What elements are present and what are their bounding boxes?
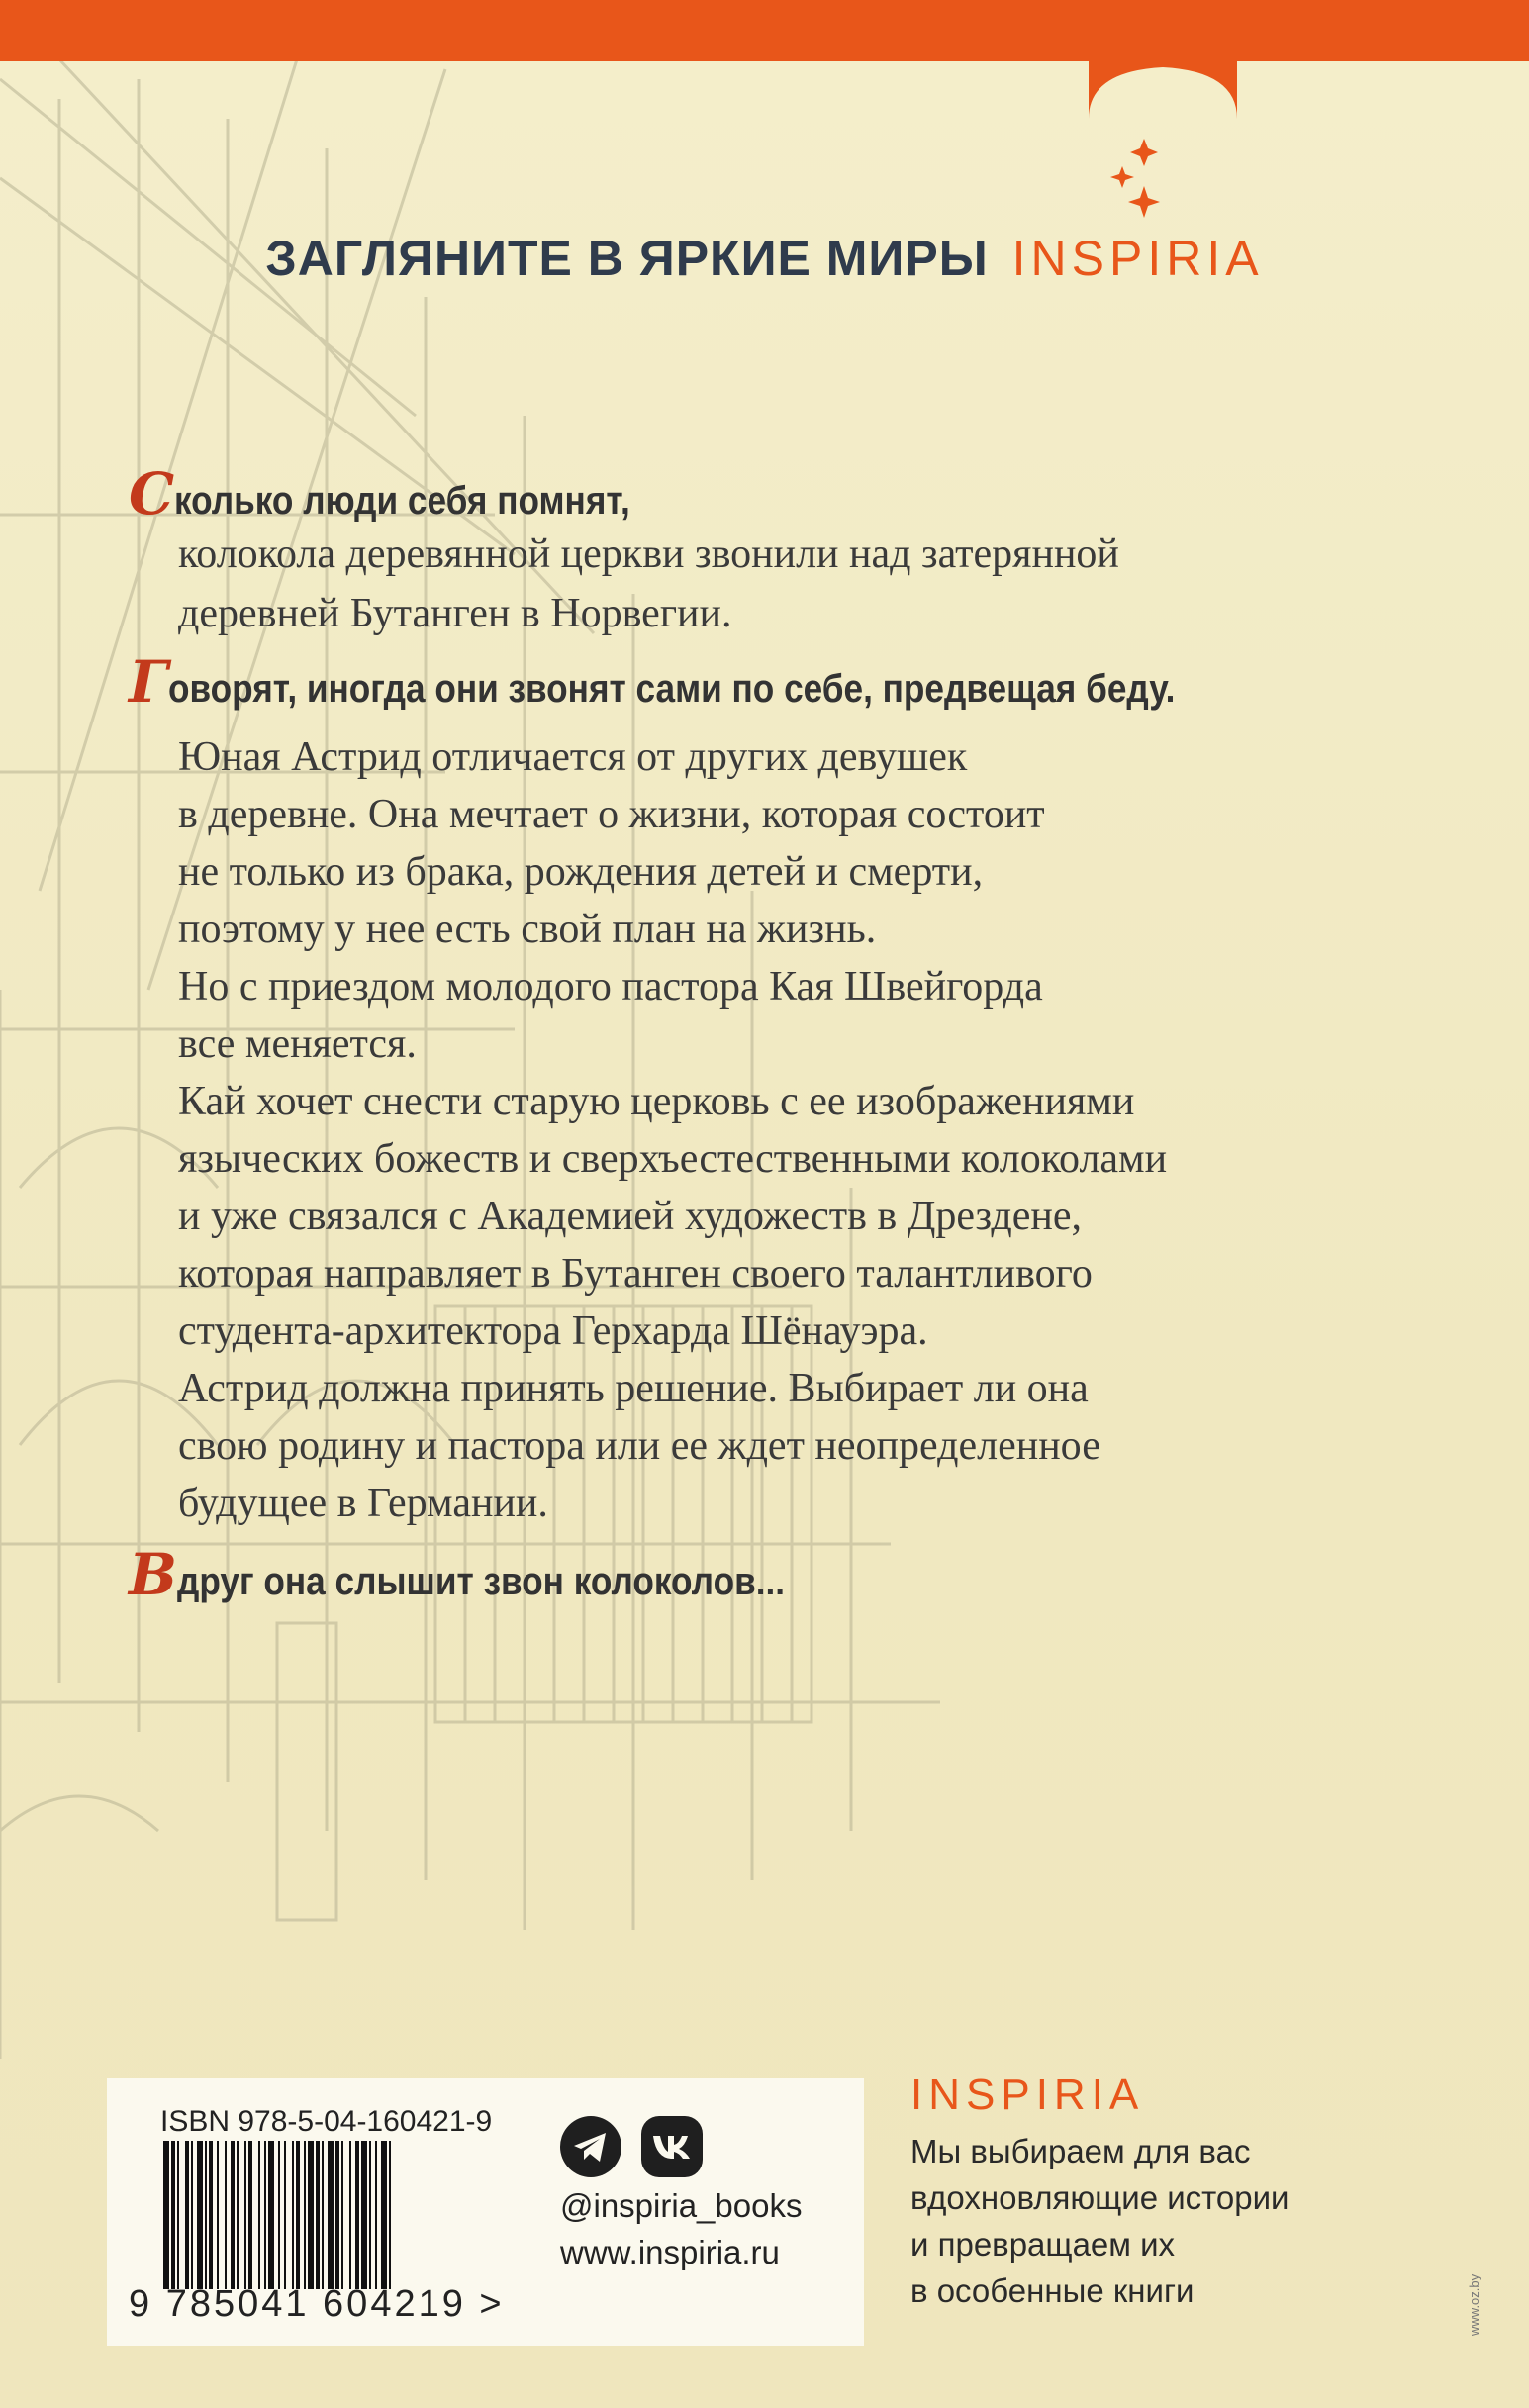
header-tagline xyxy=(0,230,1529,287)
body-line: поэтому у нее есть свой план на жизнь. xyxy=(178,907,877,952)
headline-1: колько люди себя помнят, xyxy=(174,479,630,523)
website-link[interactable]: www.inspiria.ru xyxy=(560,2234,780,2270)
barcode-bar xyxy=(361,2141,367,2289)
body-line: в деревне. Она мечтает о жизни, которая состоит xyxy=(178,792,1045,837)
isbn-text: ISBN 978-5-04-160421-9 xyxy=(160,2105,493,2138)
publisher-line: и превращаем их xyxy=(910,2226,1176,2263)
barcode-bar xyxy=(177,2141,179,2289)
publisher-line: вдохновляющие истории xyxy=(910,2179,1290,2216)
body-line: не только из брака, рождения детей и смерти, xyxy=(178,849,984,895)
sparkle-icon xyxy=(1108,139,1168,228)
barcode-bar xyxy=(248,2141,252,2289)
barcode-bar xyxy=(231,2141,235,2289)
barcode-bar xyxy=(355,2141,359,2289)
barcode-bar xyxy=(369,2141,371,2289)
barcode-bar xyxy=(244,2141,246,2289)
barcode-bar xyxy=(205,2141,207,2289)
barcode-bar xyxy=(335,2141,339,2289)
barcode-bar xyxy=(264,2141,266,2289)
barcode-bar xyxy=(308,2141,314,2289)
paragraph-2 xyxy=(129,648,1312,716)
headline-2: оворят, иногда они звонят сами по себе, предвещая беду. xyxy=(168,667,1176,711)
body-line: языческих божеств и сверхъестественными колоколами xyxy=(178,1136,1168,1182)
social-handle[interactable]: @inspiria_books xyxy=(560,2187,803,2224)
publisher-brand: INSPIRIA xyxy=(910,2071,1145,2119)
body-line: которая направляет в Бутанген своего талантливого xyxy=(178,1251,1093,1297)
barcode-bar xyxy=(197,2141,203,2289)
barcode-bar xyxy=(217,2141,219,2289)
barcode-bar xyxy=(328,2141,334,2289)
body-line: все меняется. xyxy=(178,1021,417,1067)
barcode-bar xyxy=(258,2141,260,2289)
tagline-text: ЗАГЛЯНИТЕ В ЯРКИЕ МИРЫ xyxy=(265,231,989,286)
barcode-bar xyxy=(191,2141,193,2289)
barcode xyxy=(161,2141,458,2289)
headline-3: друг она слышит звон колоколов... xyxy=(177,1560,786,1603)
barcode-bar xyxy=(292,2141,294,2289)
barcode-bar xyxy=(284,2141,286,2289)
barcode-bar xyxy=(225,2141,227,2289)
body-line: Но с приездом молодого пастора Кая Швейгорда xyxy=(178,964,1043,1010)
barcode-bar xyxy=(268,2141,274,2289)
barcode-bar xyxy=(349,2141,351,2289)
tagline-brand: INSPIRIA xyxy=(1011,231,1264,286)
dropcap-1: С xyxy=(129,460,175,528)
telegram-icon[interactable] xyxy=(560,2116,621,2177)
barcode-bar xyxy=(171,2141,175,2289)
barcode-bar xyxy=(389,2141,391,2289)
body-line: деревней Бутанген в Норвегии. xyxy=(178,591,732,636)
top-tab-notch xyxy=(1089,59,1237,119)
publisher-line: в особенные книги xyxy=(910,2272,1195,2309)
paragraph-1 xyxy=(129,460,693,528)
body-line: колокола деревянной церкви звонили над затерянной xyxy=(178,531,1119,577)
body-line: Кай хочет снести старую церковь с ее изображениями xyxy=(178,1079,1135,1124)
body-line: Юная Астрид отличается от других девушек xyxy=(178,734,968,780)
barcode-bar xyxy=(237,2141,239,2289)
barcode-bar xyxy=(163,2141,169,2289)
barcode-bar xyxy=(375,2141,377,2289)
barcode-bar xyxy=(296,2141,300,2289)
barcode-bar xyxy=(322,2141,324,2289)
body-line: и уже связался с Академией художеств в Дрездене, xyxy=(178,1194,1083,1239)
barcode-bar xyxy=(304,2141,306,2289)
barcode-bar xyxy=(185,2141,189,2289)
body-line: будущее в Германии. xyxy=(178,1481,548,1526)
body-line: свою родину и пастора или ее ждет неопределенное xyxy=(178,1423,1100,1469)
dropcap-2: Г xyxy=(129,648,169,716)
body-line: студента-архитектора Герхарда Шёнауэра. xyxy=(178,1308,928,1354)
top-accent-bar xyxy=(0,0,1529,61)
barcode-bar xyxy=(381,2141,387,2289)
barcode-digits: 9 785041 604219 > xyxy=(129,2283,505,2325)
paragraph-3 xyxy=(129,1541,868,1608)
publisher-line: Мы выбираем для вас xyxy=(910,2133,1251,2169)
barcode-bar xyxy=(278,2141,280,2289)
dropcap-3: В xyxy=(129,1541,178,1608)
barcode-bar xyxy=(316,2141,320,2289)
barcode-bar xyxy=(209,2141,213,2289)
watermark: www.oz.by xyxy=(1467,2273,1481,2336)
vk-icon[interactable] xyxy=(641,2116,703,2177)
barcode-bar xyxy=(341,2141,343,2289)
body-line: Астрид должна принять решение. Выбирает ли она xyxy=(178,1366,1089,1411)
